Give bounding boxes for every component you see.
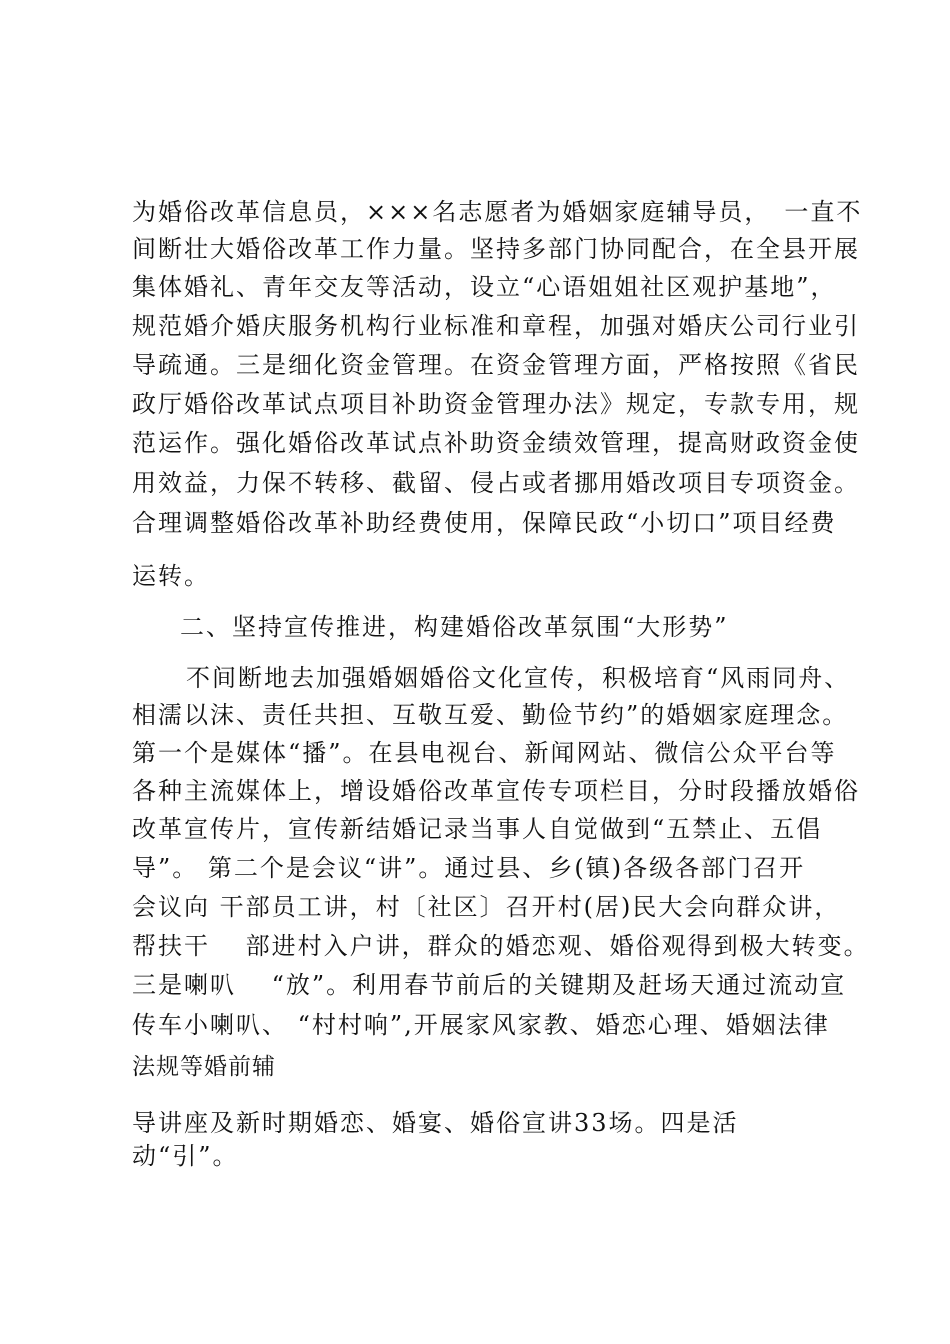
body-line-11: 不间断地去加强婚姻婚俗文化宣传，积极培育“风雨同舟、 bbox=[186, 664, 851, 692]
body-line-17: 会议向 干部员工讲，村〔社区〕召开村(居)民大会向群众讲， bbox=[132, 893, 841, 921]
body-line-22: 导讲座及新时期婚恋、婚宴、婚俗宣讲33场。四是活 bbox=[132, 1109, 739, 1137]
body-line-15: 改革宣传片，宣传新结婚记录当事人自觉做到“五禁止、五倡 bbox=[132, 815, 823, 843]
body-line-6: 政厅婚俗改革试点项目补助资金管理办法》规定，专款专用，规 bbox=[132, 390, 860, 418]
body-line-5: 导疏通。三是细化资金管理。在资金管理方面，严格按照《省民 bbox=[132, 351, 860, 379]
body-line-2: 间断壮大婚俗改革工作力量。坚持多部门协同配合，在全县开展 bbox=[132, 235, 860, 263]
body-line-1: 为婚俗改革信息员，×××名志愿者为婚姻家庭辅导员， 一直不 bbox=[132, 198, 863, 226]
body-line-18: 帮扶干 部进村入户讲，群众的婚恋观、婚俗观得到极大转变。 bbox=[132, 932, 870, 960]
body-line-8: 用效益，力保不转移、截留、侵占或者挪用婚改项目专项资金。 bbox=[132, 469, 860, 497]
body-line-12: 相濡以沫、责任共担、互敬互爱、勤俭节约”的婚姻家庭理念。 bbox=[132, 701, 849, 729]
body-line-4: 规范婚介婚庆服务机构行业标准和章程，加强对婚庆公司行业引 bbox=[132, 312, 860, 340]
body-line-21: 法规等婚前辅 bbox=[132, 1054, 276, 1080]
body-line-9: 合理调整婚俗改革补助经费使用，保障民政“小切口”项目经费 bbox=[132, 509, 837, 537]
body-line-3: 集体婚礼、青年交友等活动，设立“心语姐姐社区观护基地”， bbox=[132, 273, 837, 301]
body-line-7: 范运作。强化婚俗改革试点补助资金绩效管理，提高财政资金使 bbox=[132, 429, 860, 457]
body-line-20: 传车小喇叭、 “村村响”,开展家风家教、婚恋心理、婚姻法律 bbox=[132, 1011, 830, 1039]
body-line-10: 运转。 bbox=[132, 562, 210, 590]
body-line-16: 导”。 第二个是会议“讲”。通过县、乡(镇)各级各部门召开 bbox=[132, 854, 806, 882]
body-line-19: 三是喇叭 “放”。利用春节前后的关键期及赶场天通过流动宣 bbox=[132, 971, 847, 999]
body-line-14: 各种主流媒体上，增设婚俗改革宣传专项栏目，分时段播放婚俗 bbox=[132, 777, 860, 805]
body-line-13: 第一个是媒体“播”。在县电视台、新闻网站、微信公众平台等 bbox=[132, 739, 837, 767]
section-heading: 二、坚持宣传推进，构建婚俗改革氛围“大形势” bbox=[180, 613, 729, 641]
body-line-23: 动“引”。 bbox=[132, 1142, 239, 1170]
